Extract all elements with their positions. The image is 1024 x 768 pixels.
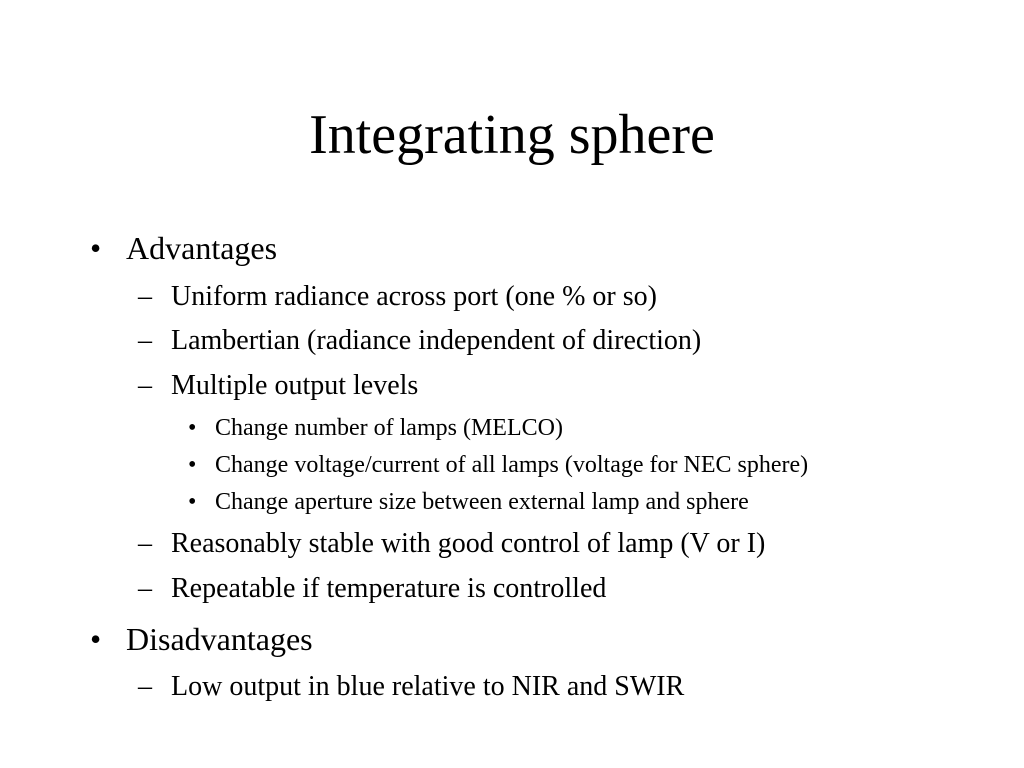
bullet-advantages [90,230,990,266]
subbullet-text: Reasonably stable with good control of lamp (V or I) [171,528,766,559]
subbullet-text: Uniform radiance across port (one % or so) [171,281,657,312]
bullet-marker: • [90,621,102,657]
dash-marker: – [138,325,152,356]
bullet-marker: • [188,452,197,478]
dash-marker: – [138,573,152,604]
bullet-label: Disadvantages [126,621,313,657]
subbullet-multiple-output-levels [138,370,998,402]
dash-marker: – [138,671,152,702]
bullet-marker: • [90,230,102,266]
subsubbullet-text: Change voltage/current of all lamps (voltage for NEC sphere) [215,452,809,478]
subbullet-text: Multiple output levels [171,370,419,401]
subbullet-text: Lambertian (radiance independent of direction) [171,325,702,356]
subsubbullet-change-voltage-current [188,451,1008,479]
dash-marker: – [138,281,152,312]
subbullet-uniform-radiance [138,281,998,313]
subbullet-repeatable [138,573,998,605]
subsubbullet-text: Change aperture size between external lamp and sphere [215,489,749,515]
bullet-marker: • [188,415,197,441]
bullet-label: Advantages [126,230,278,266]
dash-marker: – [138,528,152,559]
bullet-disadvantages [90,621,990,657]
subsubbullet-text: Change number of lamps (MELCO) [215,415,563,441]
subbullet-reasonably-stable [138,528,998,560]
slide-title: Integrating sphere [309,104,715,166]
subsubbullet-change-number-lamps [188,414,998,442]
subbullet-lambertian [138,325,998,357]
bullet-marker: • [188,489,197,515]
subbullet-low-output-blue [138,671,998,703]
subsubbullet-change-aperture-size [188,488,998,516]
subbullet-text: Repeatable if temperature is controlled [171,573,607,604]
subbullet-text: Low output in blue relative to NIR and SWIR [171,671,685,702]
dash-marker: – [138,370,152,401]
